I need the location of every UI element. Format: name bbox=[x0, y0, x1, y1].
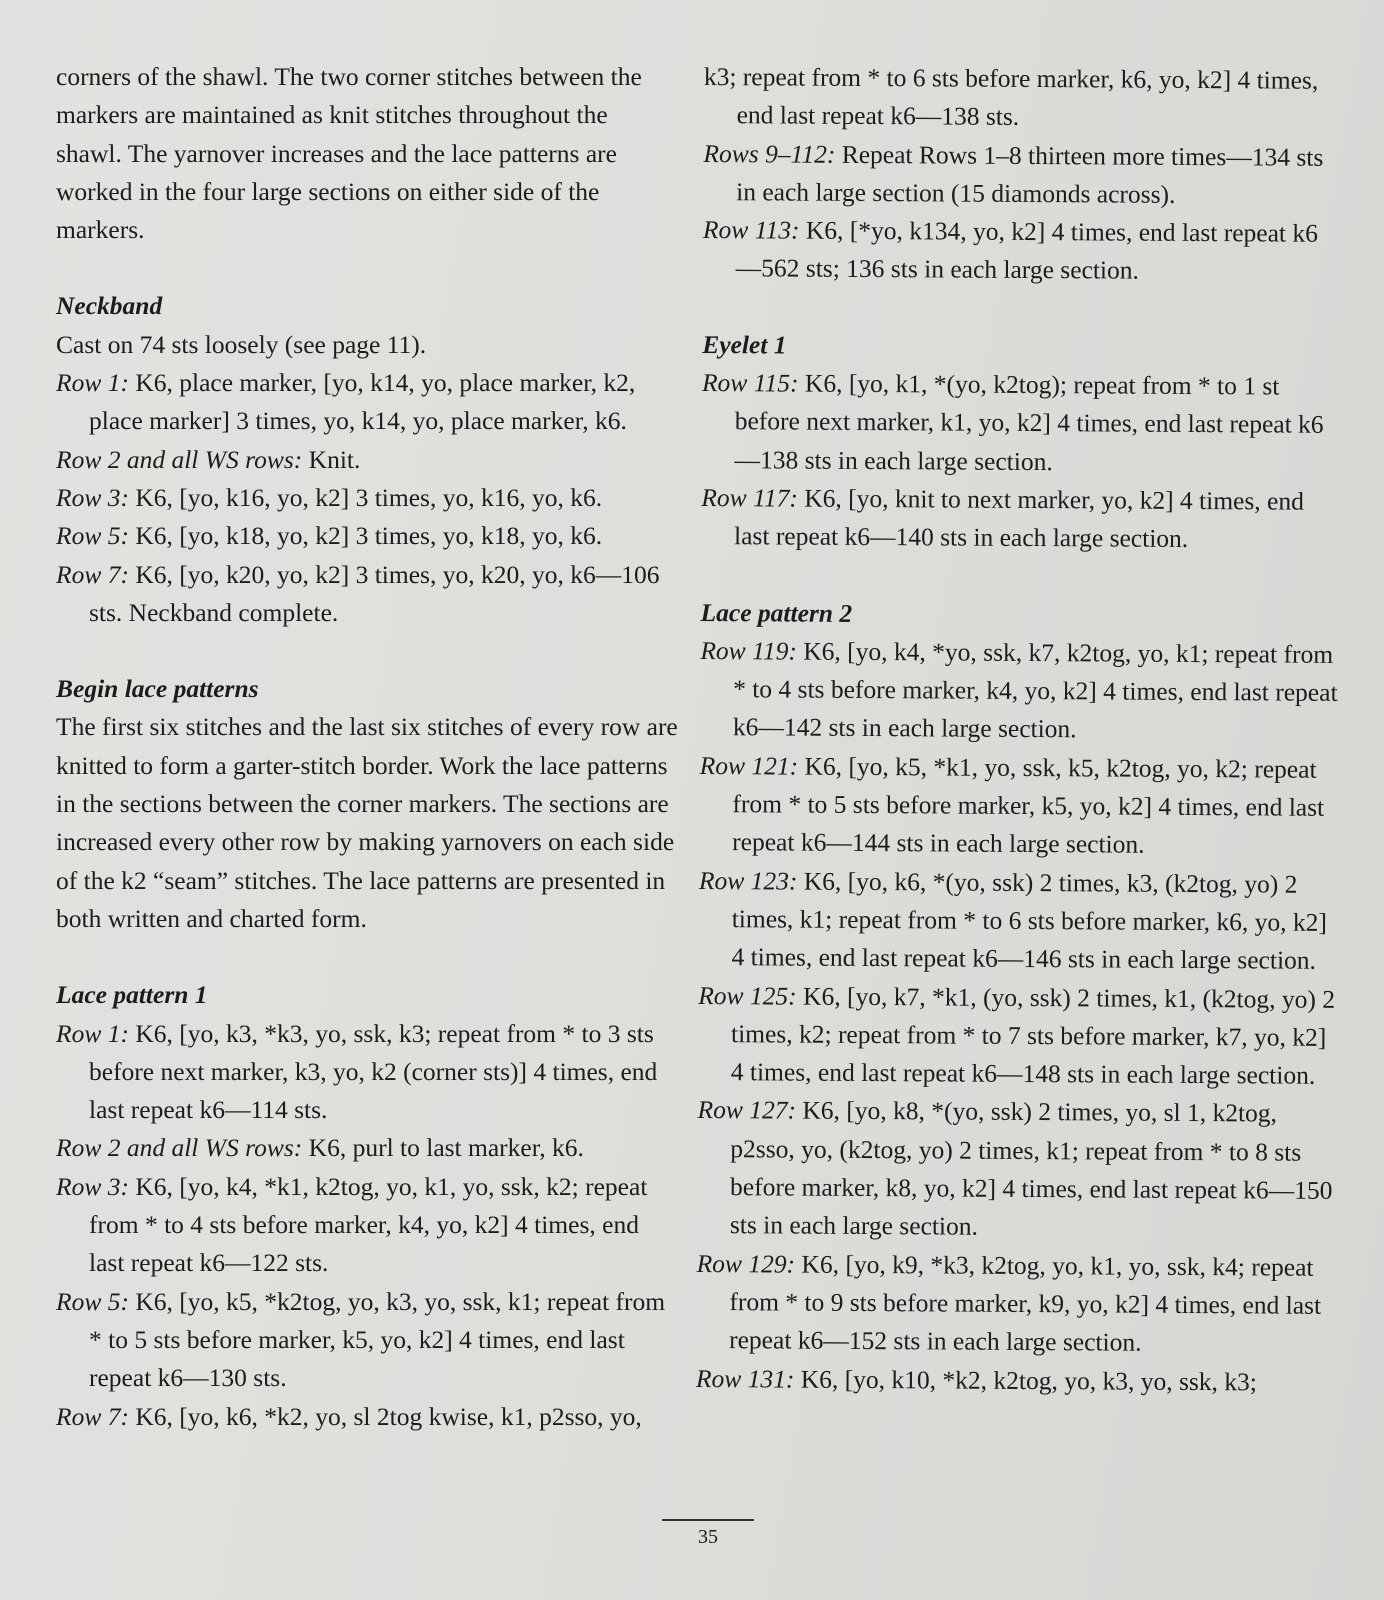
row-text: K6, [yo, knit to next marker, yo, k2] 4 times, end last repeat k6—140 sts in each large section. bbox=[733, 483, 1305, 554]
row-text: Repeat Rows 1–8 thirteen more times—134 sts in each large section (15 diamonds across). bbox=[736, 139, 1324, 209]
row-text: K6, [yo, k9, *k3, k2tog, yo, k1, yo, ssk, k4; repeat from * to 9 sts before marker, k9, yo, k2] 4 times, end last repeat k6—152 sts in each large section. bbox=[729, 1249, 1322, 1357]
row-label: Row 3: bbox=[56, 482, 129, 512]
instruction-row bbox=[56, 479, 678, 517]
eyelet-1-rows bbox=[701, 364, 1342, 559]
instruction-row bbox=[56, 1283, 678, 1398]
row-label: Row 1: bbox=[56, 1018, 129, 1048]
row-text: K6, [yo, k6, *(yo, ssk) 2 times, k3, (k2tog, yo) 2 times, k1; repeat from * to 6 sts before marker, k6, yo, k2] 4 times, end last repeat k6—146 sts in each large section. bbox=[731, 866, 1328, 975]
instruction-row bbox=[698, 977, 1339, 1096]
instruction-row bbox=[56, 556, 678, 633]
continued-rows bbox=[703, 58, 1344, 292]
instruction-row bbox=[56, 364, 678, 441]
row-text: K6, [yo, k4, *yo, ssk, k7, k2tog, yo, k1; repeat from * to 4 sts before marker, k4, yo, k2] 4 times, end last repeat k6—142 sts in each large section. bbox=[732, 636, 1338, 744]
instruction-row bbox=[56, 1398, 678, 1436]
row-text: K6, [yo, k18, yo, k2] 3 times, yo, k18, yo, k6. bbox=[135, 521, 603, 551]
row-label: Row 123: bbox=[698, 865, 798, 896]
row-label: Row 3: bbox=[56, 1171, 129, 1201]
instruction-row bbox=[703, 135, 1343, 216]
row-text: K6, [yo, k16, yo, k2] 3 times, yo, k16, yo, k6. bbox=[135, 482, 603, 512]
cast-on-instruction: Cast on 74 sts loosely (see page 11). bbox=[56, 329, 427, 359]
instruction-row bbox=[701, 479, 1341, 560]
instruction-row bbox=[56, 1015, 678, 1130]
eyelet-1-heading: Eyelet 1 bbox=[702, 329, 787, 360]
right-column bbox=[696, 58, 1344, 1402]
row-label: Row 125: bbox=[698, 980, 797, 1011]
row-label: Row 131: bbox=[695, 1363, 795, 1394]
row-text: K6, [yo, k5, *k1, yo, ssk, k5, k2tog, yo, k2; repeat from * to 5 sts before marker, k5, yo, k2] 4 times, end last repeat k6—144 sts in each large section. bbox=[732, 751, 1325, 860]
neckband-heading: Neckband bbox=[56, 291, 163, 321]
instruction-row bbox=[699, 747, 1340, 866]
row-text: Knit. bbox=[308, 444, 361, 474]
neckband-rows bbox=[56, 364, 678, 632]
instruction-row bbox=[696, 1359, 1336, 1401]
page-number: 35 bbox=[698, 1526, 718, 1548]
row-label: Row 113: bbox=[702, 215, 800, 245]
instruction-row bbox=[700, 632, 1341, 751]
row-label: Row 2 and all WS rows: bbox=[56, 1133, 303, 1163]
row-label: Row 5: bbox=[56, 1286, 129, 1316]
row-text: K6, [yo, k4, *k1, k2tog, yo, k1, yo, ssk, k2; repeat from * to 4 sts before marker, k4, yo, k2] 4 times, end last repeat k6—122 sts. bbox=[89, 1171, 648, 1278]
row-label: Row 127: bbox=[697, 1095, 797, 1126]
row-text: K6, [*yo, k134, yo, k2] 4 times, end last repeat k6—562 sts; 136 sts in each large section. bbox=[735, 215, 1318, 286]
begin-lace-heading: Begin lace patterns bbox=[56, 674, 259, 704]
row-text: K6, [yo, k6, *k2, yo, sl 2tog kwise, k1, p2sso, yo, bbox=[135, 1401, 642, 1431]
row-text: K6, place marker, [yo, k14, yo, place marker, k2, place marker] 3 times, yo, k14, yo, place marker, k6. bbox=[89, 368, 636, 436]
lace-pattern-2-rows bbox=[696, 632, 1341, 1402]
instruction-row bbox=[701, 364, 1342, 483]
instruction-row bbox=[696, 1245, 1337, 1364]
row-text: K6, [yo, k3, *k3, yo, ssk, k3; repeat from * to 3 sts before next marker, k3, yo, k2 (corner sts)] 4 times, end last repeat k6—114 sts. bbox=[89, 1018, 658, 1125]
row-label: Row 7: bbox=[56, 559, 129, 589]
instruction-row bbox=[56, 1129, 678, 1167]
instruction-row bbox=[698, 862, 1339, 981]
instruction-row bbox=[703, 211, 1343, 292]
footer-rule bbox=[662, 1519, 754, 1521]
lace-pattern-1-rows bbox=[56, 1015, 678, 1436]
instruction-row bbox=[56, 517, 678, 555]
row-text: K6, [yo, k20, yo, k2] 3 times, yo, k20, yo, k6—106 sts. Neckband complete. bbox=[89, 559, 660, 627]
begin-lace-paragraph: The first six stitches and the last six stitches of every row are knitted to form a garter-stitch border. Work the lace patterns in the sections between the corner markers. The sections are increased every other row by making yarnovers on each side of the k2 “seam” stitches. The lace patterns are presented in both written and charted form. bbox=[56, 712, 678, 933]
instruction-row bbox=[56, 441, 678, 479]
row-label: Row 7: bbox=[56, 1401, 129, 1431]
row-label: Row 129: bbox=[696, 1248, 796, 1279]
lace-pattern-2-heading: Lace pattern 2 bbox=[700, 597, 853, 628]
row-text: K6, [yo, k1, *(yo, k2tog); repeat from * to 1 st before next marker, k1, yo, k2] 4 times, end last repeat k6—138 sts in each large section. bbox=[734, 368, 1324, 476]
row-label: Row 5: bbox=[56, 521, 129, 551]
row-label: Rows 9–112: bbox=[703, 138, 836, 169]
row-label: Row 117: bbox=[701, 482, 798, 513]
row-text: K6, [yo, k10, *k2, k2tog, yo, k3, yo, ssk, k3; bbox=[800, 1364, 1258, 1396]
intro-paragraph: corners of the shawl. The two corner stitches between the markers are maintained as knit stitches throughout the shawl. The yarnover increases and the lace patterns are worked in the four large sections on either side of the markers. bbox=[56, 62, 642, 245]
instruction-row bbox=[697, 1091, 1338, 1248]
row-text: K6, [yo, k7, *k1, (yo, ssk) 2 times, k1, (k2tog, yo) 2 times, k2; repeat from * to 7 sts before marker, k7, yo, k2] 4 times, end last repeat k6—148 sts in each large section. bbox=[730, 981, 1336, 1090]
instruction-row bbox=[56, 1168, 678, 1283]
row-text: K6, [yo, k5, *k2tog, yo, k3, yo, ssk, k1; repeat from * to 5 sts before marker, k5, yo, k2] 4 times, end last repeat k6—130 sts. bbox=[89, 1286, 666, 1393]
row-label: Row 121: bbox=[699, 750, 799, 781]
row-text: K6, purl to last marker, k6. bbox=[308, 1133, 584, 1163]
row-label: Row 2 and all WS rows: bbox=[56, 444, 303, 474]
instruction-row bbox=[704, 58, 1344, 139]
left-column bbox=[56, 58, 678, 1436]
row-label: Row 1: bbox=[56, 368, 129, 398]
row-text: K6, [yo, k8, *(yo, ssk) 2 times, yo, sl 1, k2tog, p2sso, yo, (k2tog, yo) 2 times, k1; repeat from * to 8 sts before marker, k8, yo, k2] 4 times, end last repeat k6—150 sts in each large section. bbox=[729, 1096, 1333, 1242]
row-label: Row 119: bbox=[700, 635, 798, 666]
lace-pattern-1-heading: Lace pattern 1 bbox=[56, 980, 208, 1010]
row-text: k3; repeat from * to 6 sts before marker, k6, yo, k2] 4 times, end last repeat k6—138 sts. bbox=[703, 61, 1319, 132]
row-label: Row 115: bbox=[701, 368, 799, 398]
